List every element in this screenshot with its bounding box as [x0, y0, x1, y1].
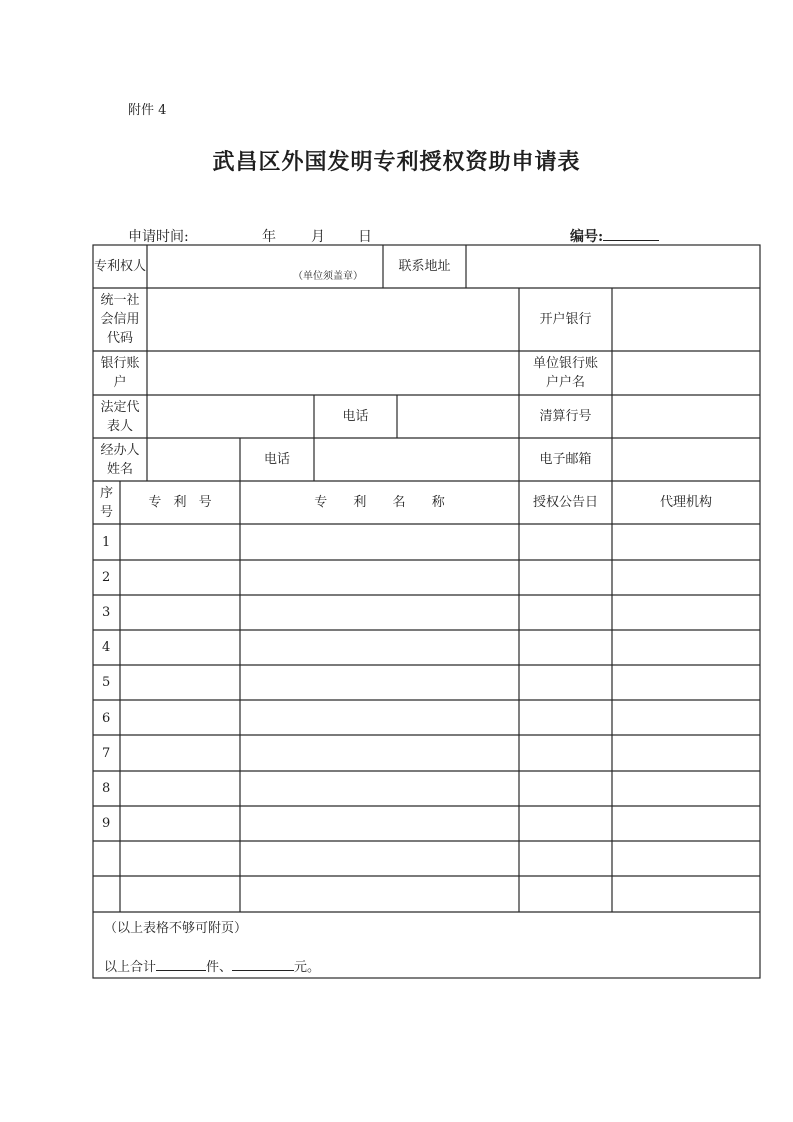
- phone-label-2: 电话: [263, 452, 290, 467]
- row-number: 3: [102, 605, 111, 620]
- seal-note: （单位须盖章）: [293, 271, 363, 282]
- row-number: 9: [102, 816, 111, 831]
- number-label-text: 编号:: [570, 229, 604, 245]
- attachment-label: 附件 4: [128, 103, 167, 118]
- year-label: 年: [262, 229, 276, 245]
- account-name-field[interactable]: [612, 351, 760, 395]
- col-header-patent-name: 专 利 名 称: [314, 495, 445, 510]
- phone-field-1[interactable]: [397, 395, 519, 438]
- footer-total-line: [104, 956, 320, 975]
- yuan-unit: 元。: [294, 960, 321, 975]
- pieces-field[interactable]: [156, 958, 206, 971]
- phone-field-2[interactable]: [314, 438, 519, 481]
- day-label: 日: [358, 229, 372, 245]
- address-field[interactable]: [466, 245, 760, 288]
- email-label: 电子邮箱: [539, 452, 592, 467]
- col-header-seq: 序号: [99, 485, 113, 520]
- page-title: 武昌区外国发明专利授权资助申请表: [212, 149, 581, 175]
- patentee-label: 专利权人: [93, 259, 146, 274]
- row-number: 8: [102, 781, 111, 796]
- col-header-patent-no: 专 利 号: [148, 495, 212, 510]
- row-number: 7: [102, 746, 111, 761]
- col-header-agency: 代理机构: [659, 495, 712, 510]
- handler-field[interactable]: [147, 438, 240, 481]
- footer-note: （以上表格不够可附页）: [104, 921, 248, 936]
- legal-rep-field[interactable]: [147, 395, 314, 438]
- email-field[interactable]: [612, 438, 760, 481]
- row-number: 4: [102, 640, 111, 655]
- bank-account-label: 银行账户: [100, 356, 140, 390]
- clearing-no-field[interactable]: [612, 395, 760, 438]
- handler-label: 经办人姓名: [100, 442, 140, 477]
- row-number: 2: [102, 570, 111, 585]
- phone-label-1: 电话: [342, 409, 369, 424]
- credit-code-label: 统一社会信用代码: [100, 293, 140, 346]
- total-prefix: 以上合计: [104, 960, 157, 975]
- col-header-grant-date: 授权公告日: [532, 495, 598, 510]
- clearing-no-label: 清算行号: [539, 409, 592, 424]
- row-number: 6: [102, 711, 111, 726]
- pieces-unit: 件、: [206, 960, 233, 975]
- address-label: 联系地址: [398, 259, 451, 274]
- row-number: 1: [102, 535, 111, 550]
- apply-time-label: 申请时间:: [128, 229, 189, 245]
- credit-code-field[interactable]: [147, 288, 519, 351]
- bank-account-field[interactable]: [147, 351, 519, 395]
- legal-rep-label: 法定代表人: [100, 399, 140, 434]
- month-label: 月: [311, 229, 325, 245]
- patentee-field[interactable]: [147, 245, 383, 288]
- account-name-label: 单位银行账户户名: [532, 356, 598, 390]
- bank-field[interactable]: [612, 288, 760, 351]
- bank-label: 开户银行: [539, 312, 592, 327]
- amount-field[interactable]: [232, 958, 294, 971]
- row-number: 5: [102, 675, 111, 690]
